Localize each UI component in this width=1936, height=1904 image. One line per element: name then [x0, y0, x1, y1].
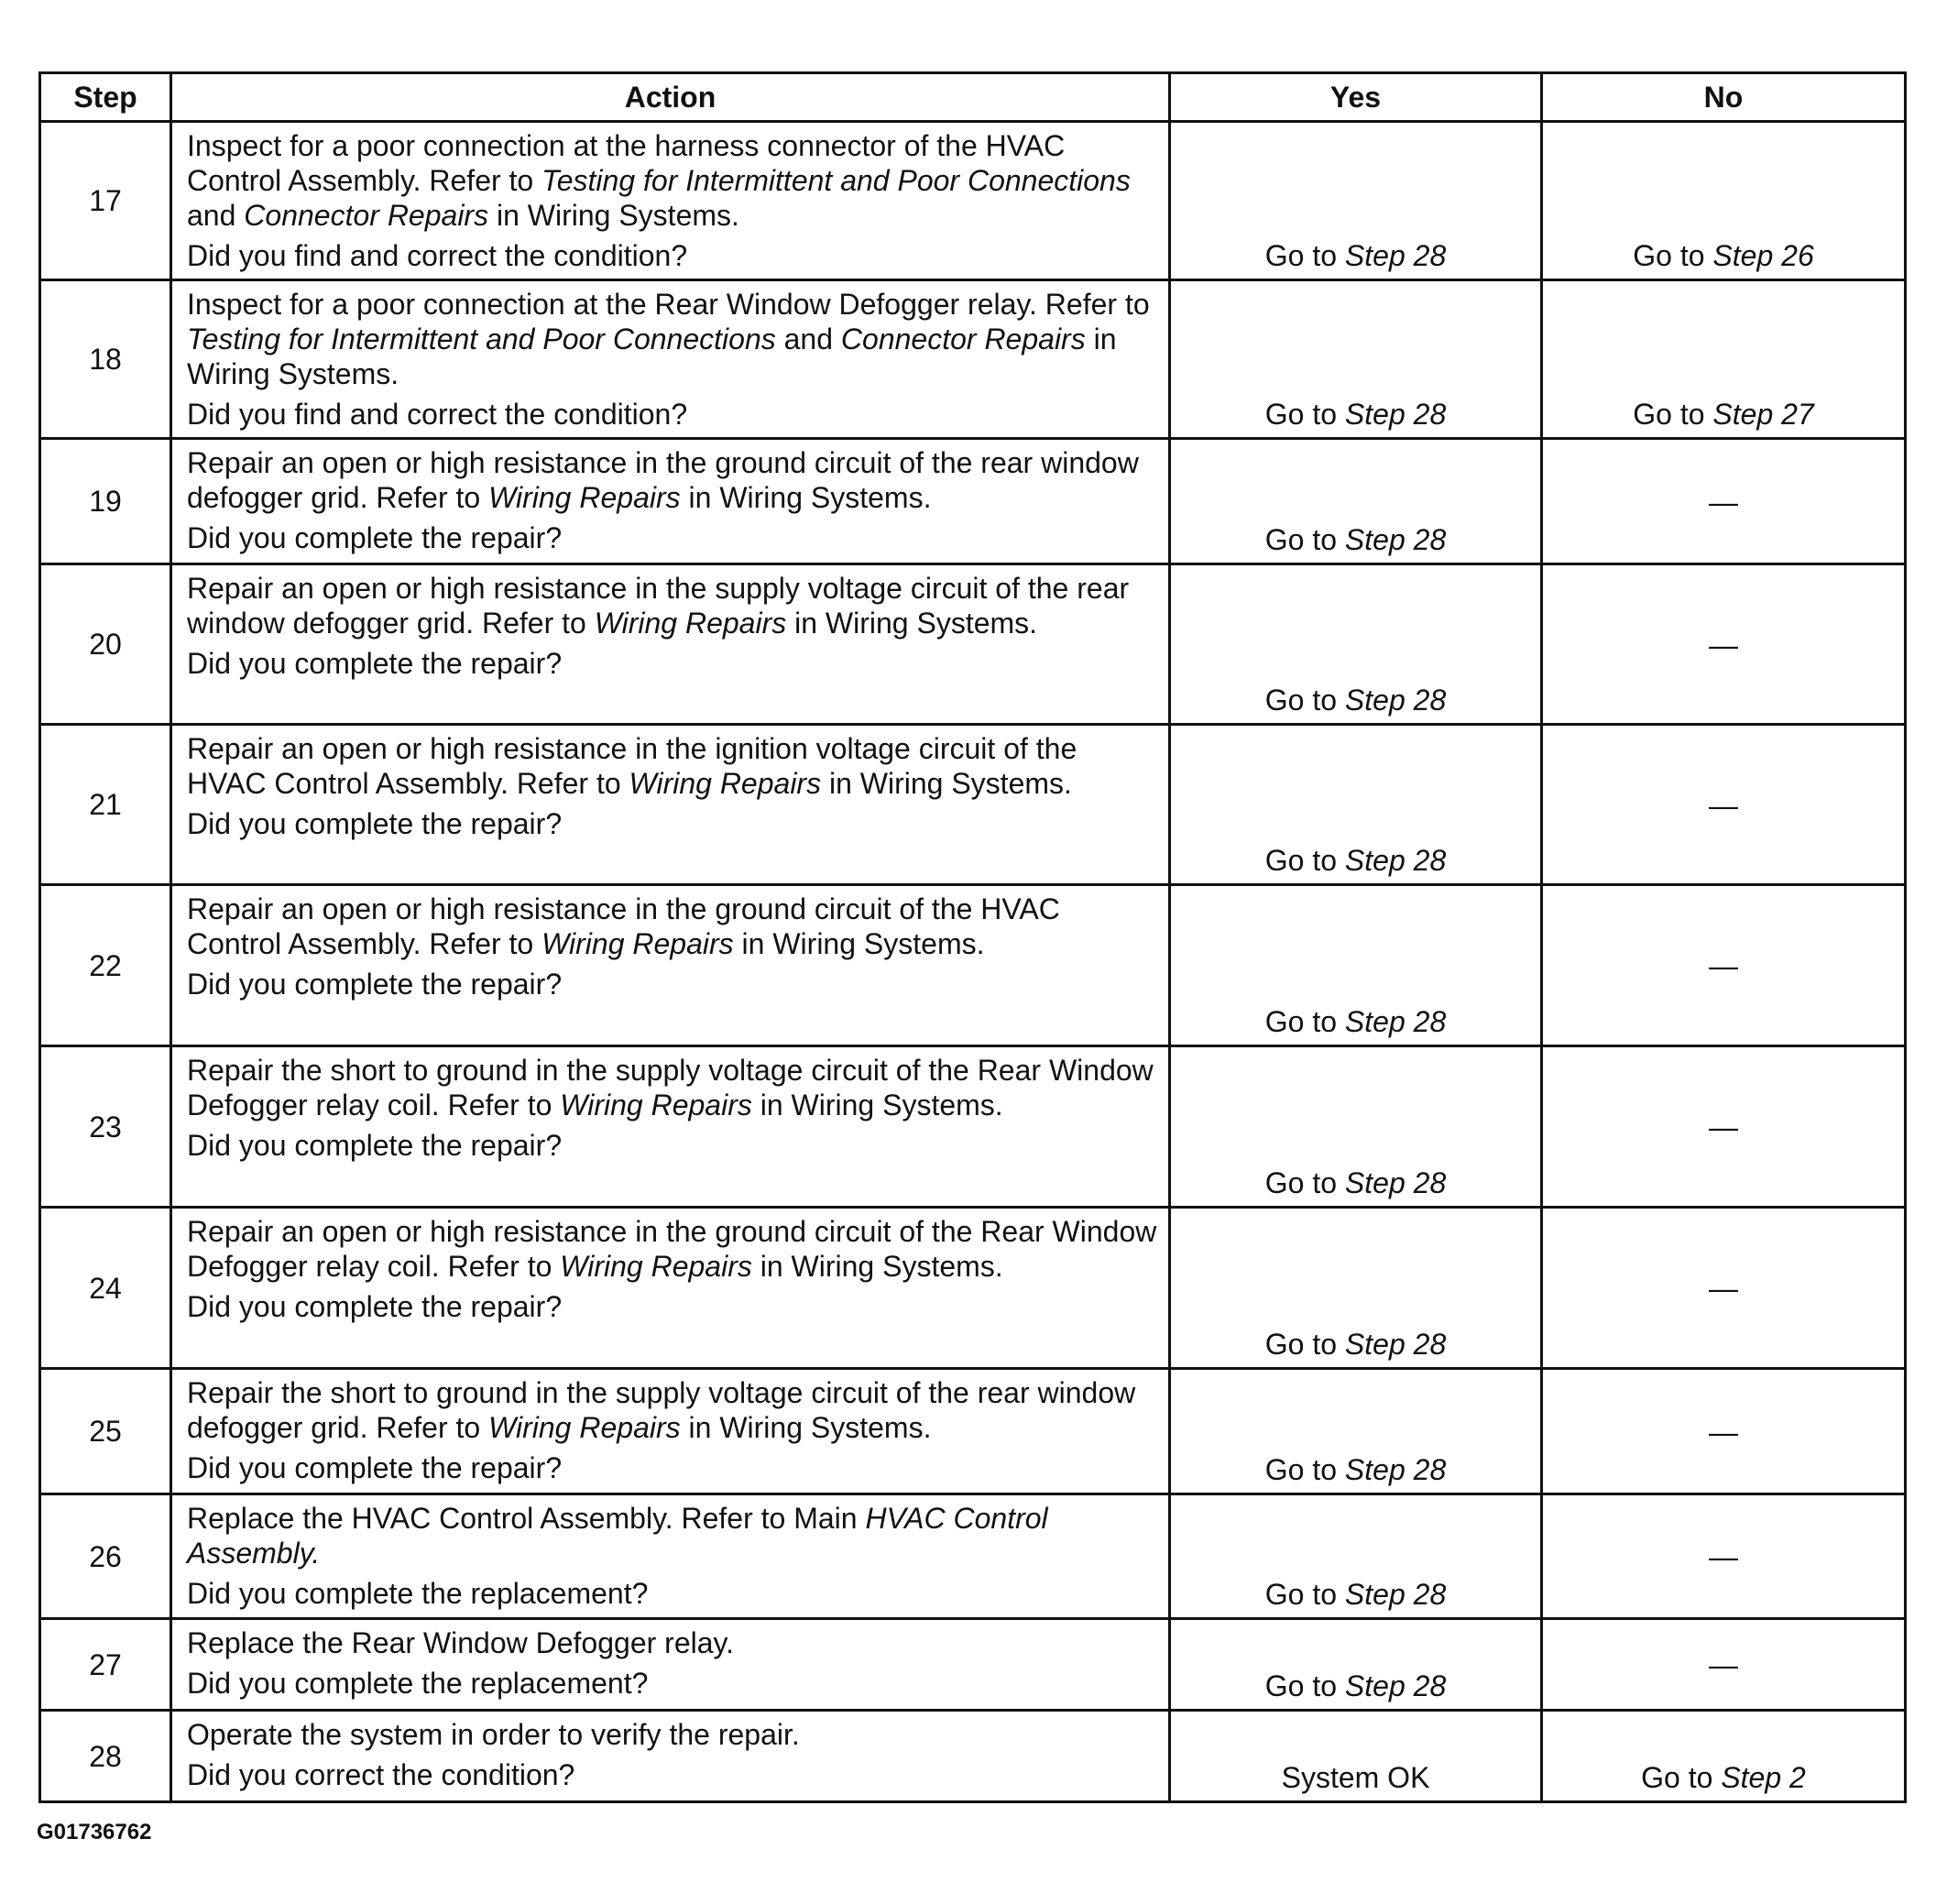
yes-result [1170, 885, 1542, 1046]
step-number: 24 [40, 1208, 171, 1369]
figure-id: G01736762 [37, 1820, 152, 1844]
text-segment: in Wiring Systems. [751, 1089, 1003, 1122]
text-segment: Go to [1264, 684, 1345, 717]
action-cell [171, 1046, 1170, 1208]
text-segment: Repair an open or high resistance in the ground circuit of the Rear Window Defogger relay coil. Refer to [187, 1215, 1157, 1283]
action-question: Did you complete the repair? [187, 647, 563, 680]
text-segment: in Wiring Systems. [733, 927, 985, 960]
step-number: 17 [40, 122, 171, 280]
no-result [1542, 280, 1906, 439]
action-instruction [187, 1375, 1157, 1445]
step-number: 23 [40, 1046, 171, 1208]
text-segment: in Wiring Systems. [751, 1250, 1003, 1283]
step-number: 22 [40, 885, 171, 1046]
italic-reference: Connector Repairs [840, 323, 1086, 356]
action-cell [171, 439, 1170, 564]
italic-reference: Connector Repairs [244, 199, 489, 232]
table-row [40, 1369, 1906, 1494]
yes-result [1170, 564, 1542, 725]
italic-reference: Wiring Repairs [488, 1411, 681, 1444]
action-instruction [187, 1625, 1157, 1660]
no-result-none [1542, 439, 1906, 564]
action-cell [171, 564, 1170, 725]
text-segment: — [1709, 1648, 1738, 1681]
italic-reference: Step 27 [1712, 398, 1814, 431]
no-result [1542, 1711, 1906, 1802]
text-segment: Repair an open or high resistance in the ground circuit of the HVAC Control Assembly. Refer to [187, 892, 1060, 960]
italic-reference: Wiring Repairs [541, 927, 734, 960]
step-number: 26 [40, 1494, 171, 1619]
text-segment: Go to [1264, 398, 1345, 431]
action-question: Did you complete the repair? [187, 807, 563, 840]
italic-reference: Wiring Repairs [560, 1089, 752, 1122]
text-segment: Go to [1633, 398, 1713, 431]
action-cell [171, 885, 1170, 1046]
italic-reference: Step 28 [1344, 1578, 1447, 1611]
text-segment: Go to [1641, 1761, 1722, 1794]
text-segment: Replace the Rear Window Defogger relay. [187, 1626, 735, 1659]
no-result-none [1542, 725, 1906, 885]
action-question: Did you complete the repair? [187, 521, 563, 554]
action-cell [171, 1369, 1170, 1494]
italic-reference: Step 28 [1344, 1328, 1447, 1361]
action-question: Did you complete the repair? [187, 968, 563, 1001]
no-result-none [1542, 1619, 1906, 1711]
action-question: Did you complete the replacement? [187, 1667, 649, 1700]
table-row [40, 1619, 1906, 1711]
action-question: Did you correct the condition? [187, 1758, 575, 1791]
italic-reference: HVAC Control Assembly. [187, 1502, 1048, 1570]
text-segment: Repair the short to ground in the supply voltage circuit of the rear window defogger grid. Refer to [187, 1376, 1136, 1444]
table-row [40, 1046, 1906, 1208]
no-result [1542, 122, 1906, 280]
text-segment: in Wiring Systems. [786, 607, 1038, 640]
text-segment: Operate the system in order to verify the repair. [187, 1718, 800, 1751]
yes-result [1170, 1619, 1542, 1711]
text-segment: Repair an open or high resistance in the ground circuit of the rear window defogger grid. Refer to [187, 446, 1139, 514]
italic-reference: Step 28 [1344, 844, 1447, 877]
italic-reference: Step 28 [1344, 1005, 1447, 1038]
italic-reference: Step 28 [1344, 398, 1447, 431]
text-segment: Replace the HVAC Control Assembly. Refer to Main [187, 1502, 866, 1535]
table-row [40, 280, 1906, 439]
text-segment: Go to [1264, 1166, 1345, 1199]
table-row [40, 1208, 1906, 1369]
yes-result [1170, 1369, 1542, 1494]
header-step: Step [40, 73, 171, 122]
text-segment: Go to [1264, 844, 1345, 877]
text-segment: — [1709, 1272, 1738, 1305]
action-question: Did you complete the repair? [187, 1129, 563, 1162]
action-cell [171, 1619, 1170, 1711]
header-yes: Yes [1170, 73, 1542, 122]
text-segment: Go to [1264, 1578, 1345, 1611]
no-result-none [1542, 1208, 1906, 1369]
action-instruction [187, 1501, 1157, 1570]
text-segment: Repair an open or high resistance in the supply voltage circuit of the rear window defogger grid. Refer to [187, 572, 1130, 640]
action-instruction [187, 571, 1157, 640]
no-result-none [1542, 885, 1906, 1046]
step-number: 21 [40, 725, 171, 885]
step-number: 18 [40, 280, 171, 439]
action-cell [171, 1494, 1170, 1619]
action-instruction [187, 1053, 1157, 1122]
no-result-none [1542, 1369, 1906, 1494]
diagnostic-table [38, 71, 1907, 1803]
text-segment: Go to [1264, 1005, 1345, 1038]
step-number: 28 [40, 1711, 171, 1802]
italic-reference: Step 28 [1344, 239, 1447, 272]
action-question: Did you complete the repair? [187, 1290, 563, 1323]
italic-reference: Step 28 [1344, 1166, 1447, 1199]
text-segment: — [1709, 788, 1738, 822]
table-row [40, 885, 1906, 1046]
no-result-none [1542, 564, 1906, 725]
table-row [40, 1711, 1906, 1802]
yes-result [1170, 725, 1542, 885]
step-number: 20 [40, 564, 171, 725]
italic-reference: Wiring Repairs [560, 1250, 752, 1283]
action-instruction [187, 128, 1157, 233]
table-row [40, 564, 1906, 725]
action-cell [171, 725, 1170, 885]
action-instruction [187, 892, 1157, 961]
italic-reference: Testing for Intermittent and Poor Connections [541, 164, 1131, 197]
text-segment: Go to [1264, 1328, 1345, 1361]
text-segment: in Wiring Systems. [821, 767, 1072, 800]
italic-reference: Step 28 [1344, 1453, 1447, 1486]
text-segment: — [1709, 485, 1738, 519]
text-segment: Inspect for a poor connection at the Rear Window Defogger relay. Refer to [187, 288, 1150, 321]
italic-reference: Wiring Repairs [594, 607, 787, 640]
text-segment: — [1709, 1111, 1738, 1143]
table-row [40, 725, 1906, 885]
action-cell [171, 280, 1170, 439]
italic-reference: Wiring Repairs [488, 481, 681, 514]
text-segment: Go to [1264, 1669, 1345, 1702]
italic-reference: Step 28 [1344, 523, 1447, 556]
step-number: 19 [40, 439, 171, 564]
table-body [40, 122, 1906, 1802]
text-segment: — [1709, 1415, 1738, 1449]
table-row [40, 1494, 1906, 1619]
italic-reference: Step 28 [1344, 684, 1447, 717]
text-segment: in Wiring Systems. [488, 199, 739, 232]
no-result-none [1542, 1494, 1906, 1619]
yes-result [1170, 1711, 1542, 1802]
yes-result [1170, 280, 1542, 439]
text-segment: — [1709, 628, 1738, 662]
action-question: Did you complete the repair? [187, 1451, 563, 1484]
no-result-none [1542, 1046, 1906, 1208]
yes-result [1170, 1494, 1542, 1619]
action-instruction [187, 445, 1157, 515]
action-instruction [187, 731, 1157, 801]
italic-reference: Testing for Intermittent and Poor Connections [187, 323, 776, 356]
text-segment: System OK [1281, 1761, 1430, 1794]
italic-reference: Step 26 [1712, 239, 1814, 272]
text-segment: in Wiring Systems. [680, 1411, 932, 1444]
text-segment: and [775, 323, 841, 356]
action-instruction [187, 1717, 1157, 1752]
italic-reference: Step 2 [1721, 1761, 1806, 1794]
action-question: Did you find and correct the condition? [187, 239, 688, 272]
text-segment: Repair the short to ground in the supply voltage circuit of the Rear Window Defogger relay coil. Refer to [187, 1054, 1154, 1122]
text-segment: Go to [1264, 239, 1345, 272]
text-segment: Go to [1264, 523, 1345, 556]
table-header-row [40, 73, 1906, 122]
action-question: Did you complete the replacement? [187, 1577, 649, 1610]
text-segment: in Wiring Systems. [680, 481, 932, 514]
italic-reference: Wiring Repairs [629, 767, 822, 800]
action-instruction [187, 1214, 1157, 1284]
yes-result [1170, 1208, 1542, 1369]
text-segment: — [1709, 1540, 1738, 1573]
table-row [40, 439, 1906, 564]
text-segment: in Wiring Systems. [187, 323, 1117, 390]
text-segment: Go to [1264, 1453, 1345, 1486]
text-segment: Go to [1633, 239, 1713, 272]
text-segment: Repair an open or high resistance in the ignition voltage circuit of the HVAC Control Assembly. Refer to [187, 732, 1077, 800]
step-number: 27 [40, 1619, 171, 1711]
yes-result [1170, 439, 1542, 564]
text-segment: — [1709, 949, 1738, 982]
text-segment: and [187, 199, 245, 232]
header-no: No [1542, 73, 1906, 122]
action-instruction [187, 287, 1157, 391]
header-action: Action [171, 73, 1170, 122]
italic-reference: Step 28 [1344, 1669, 1447, 1702]
action-cell [171, 1711, 1170, 1802]
action-cell [171, 1208, 1170, 1369]
step-number: 25 [40, 1369, 171, 1494]
yes-result [1170, 122, 1542, 280]
action-cell [171, 122, 1170, 280]
table-row [40, 122, 1906, 280]
text-segment: Inspect for a poor connection at the harness connector of the HVAC Control Assembly. Refer to [187, 129, 1066, 197]
action-question: Did you find and correct the condition? [187, 398, 688, 431]
yes-result [1170, 1046, 1542, 1208]
